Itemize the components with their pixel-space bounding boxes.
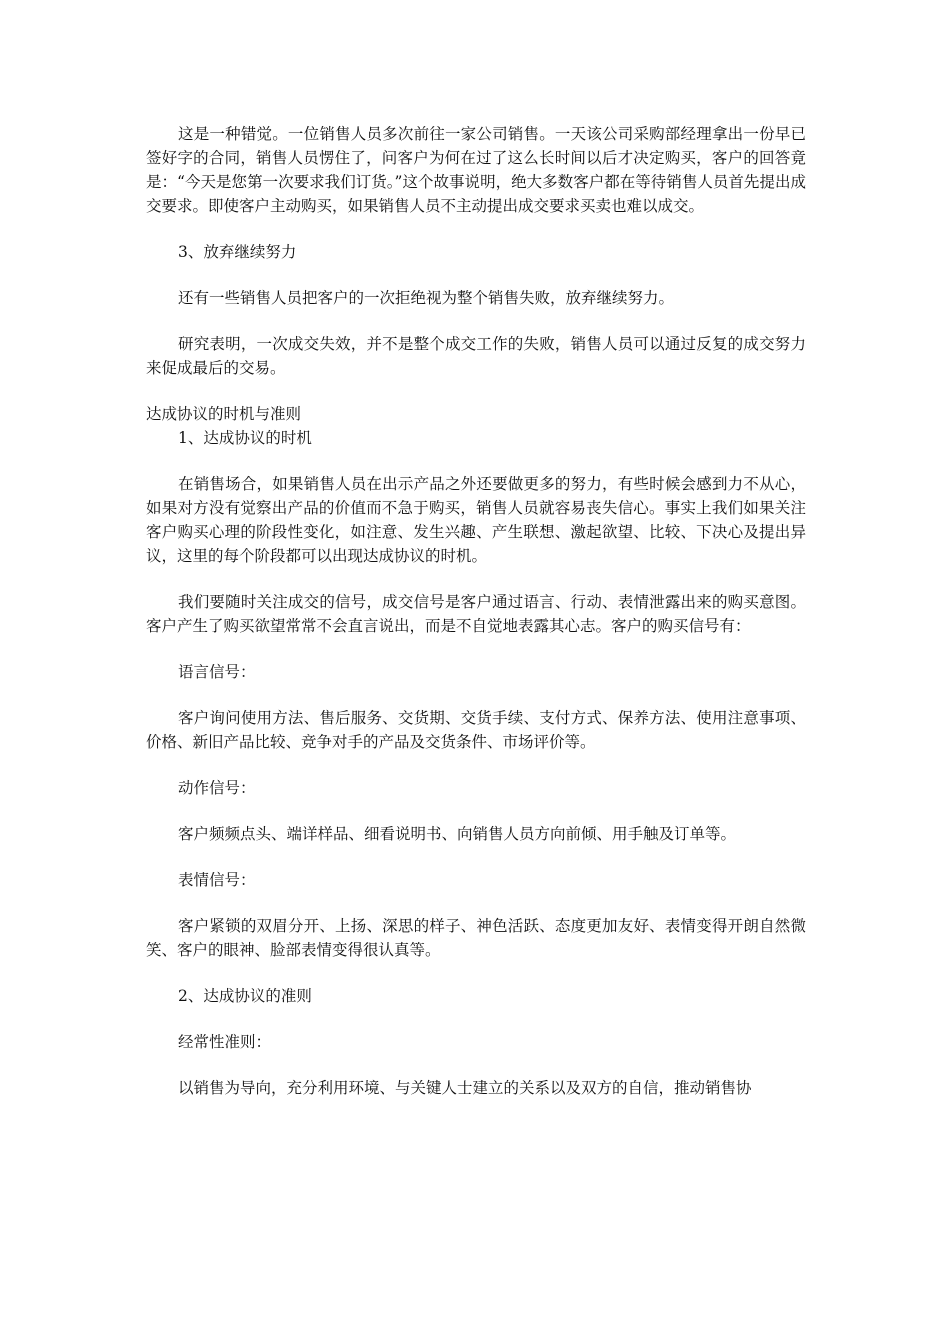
heading-rules: 2、达成协议的准则 bbox=[178, 987, 312, 1005]
paragraph-sales-situation: 在销售场合，如果销售人员在出示产品之外还要做更多的努力，有些时候会感到力不从心，如果对方没有觉察出产品的价值而不急于购买，销售人员就容易丧失信心。事实上我们如果关注客户购买心理的阶段性变化，如注意、发生兴趣、产生联想、激起欲望、比较、下决心及提出异议，这里的每个阶段都可以出现达成协议的时机。 bbox=[146, 475, 806, 565]
label-verbal-signals: 语言信号： bbox=[178, 663, 256, 681]
label-expression-signals: 表情信号： bbox=[178, 871, 256, 889]
paragraph-action-signals: 客户频频点头、端详样品、细看说明书、向销售人员方向前倾、用手触及订单等。 bbox=[178, 825, 737, 843]
heading-timing: 1、达成协议的时机 bbox=[178, 429, 312, 447]
paragraph-research-shows: 研究表明，一次成交失效，并不是整个成交工作的失败，销售人员可以通过反复的成交努力来促成最后的交易。 bbox=[146, 335, 806, 377]
paragraph-expression-signals: 客户紧锁的双眉分开、上扬、深思的样子、神色活跃、态度更加友好、表情变得开朗自然微笑、客户的眼神、脸部表情变得很认真等。 bbox=[146, 917, 806, 959]
paragraph-closing-signals: 我们要随时关注成交的信号，成交信号是客户通过语言、行动、表情泄露出来的购买意图。客户产生了购买欲望常常不会直言说出，而是不自觉地表露其心志。客户的购买信号有： bbox=[146, 593, 806, 635]
section-title-timing-and-rules: 达成协议的时机与准则 bbox=[146, 405, 302, 423]
paragraph-sales-oriented: 以销售为导向，充分利用环境、与关键人士建立的关系以及双方的自信，推动销售协 bbox=[178, 1079, 752, 1097]
paragraph-one-rejection: 还有一些销售人员把客户的一次拒绝视为整个销售失败，放弃继续努力。 bbox=[178, 289, 675, 307]
document-body bbox=[146, 122, 806, 1100]
paragraph-verbal-signals: 客户询问使用方法、售后服务、交货期、交货手续、支付方式、保养方法、使用注意事项、价格、新旧产品比较、竞争对手的产品及交货条件、市场评价等。 bbox=[146, 709, 806, 751]
label-regular-rule: 经常性准则： bbox=[178, 1033, 272, 1051]
paragraph-misconception: 这是一种错觉。一位销售人员多次前往一家公司销售。一天该公司采购部经理拿出一份早已签好字的合同，销售人员愣住了，问客户为何在过了这么长时间以后才决定购买，客户的回答竟是：“今天是您第一次要求我们订货。”这个故事说明，绝大多数客户都在等待销售人员首先提出成交要求。即使客户主动购买，如果销售人员不主动提出成交要求买卖也难以成交。 bbox=[146, 125, 806, 215]
label-action-signals: 动作信号： bbox=[178, 779, 256, 797]
heading-give-up-effort: 3、放弃继续努力 bbox=[178, 243, 297, 261]
